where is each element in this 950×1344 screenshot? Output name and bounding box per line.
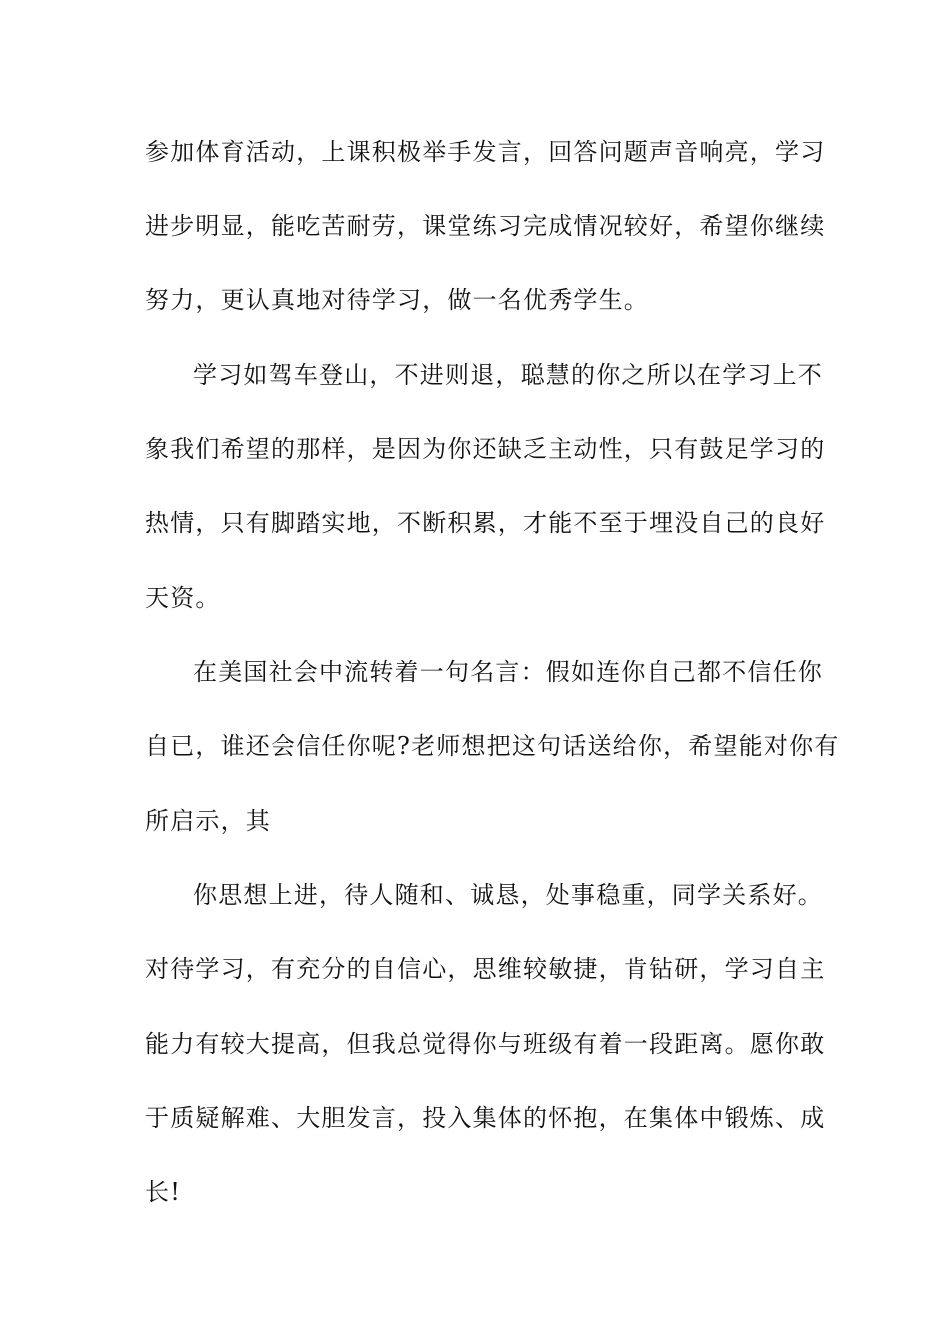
paragraph-first-line: 学习如驾车登山，不进则退，聪慧的你之所以在学习上不 [193,361,823,389]
text-line: 努力，更认真地对待学习，做一名优秀学生。 [145,286,649,314]
paragraph-first-line: 你思想上进，待人随和、诚恳，处事稳重，同学关系好。 [193,881,823,909]
text-line: 于质疑解难、大胆发言，投入集体的怀抱，在集体中锻炼、成 [145,1104,826,1132]
paragraph-first-line: 在美国社会中流转着一句名言：假如连你自己都不信任你 [193,658,823,686]
text-line: 能力有较大提高，但我总觉得你与班级有着一段距离。愿你敢 [145,1030,826,1058]
text-line: 热情，只有脚踏实地，不断积累，才能不至于埋没自己的良好 [145,509,826,537]
text-line: 象我们希望的那样，是因为你还缺乏主动性，只有鼓足学习的 [145,435,826,463]
text-line: 长! [145,1178,182,1206]
text-line: 对待学习，有充分的自信心，思维较敏捷，肯钻研，学习自主 [145,955,826,983]
text-line: 所启示，其 [145,807,271,835]
text-line: 自已，谁还会信任你呢?老师想把这句话送给你，希望能对你有 [145,732,840,760]
text-line: 天资。 [145,584,221,612]
text-line: 进步明显，能吃苦耐劳，课堂练习完成情况较好，希望你继续 [145,212,826,240]
text-line: 参加体育活动，上课积极举手发言，回答问题声音响亮，学习 [145,138,826,166]
